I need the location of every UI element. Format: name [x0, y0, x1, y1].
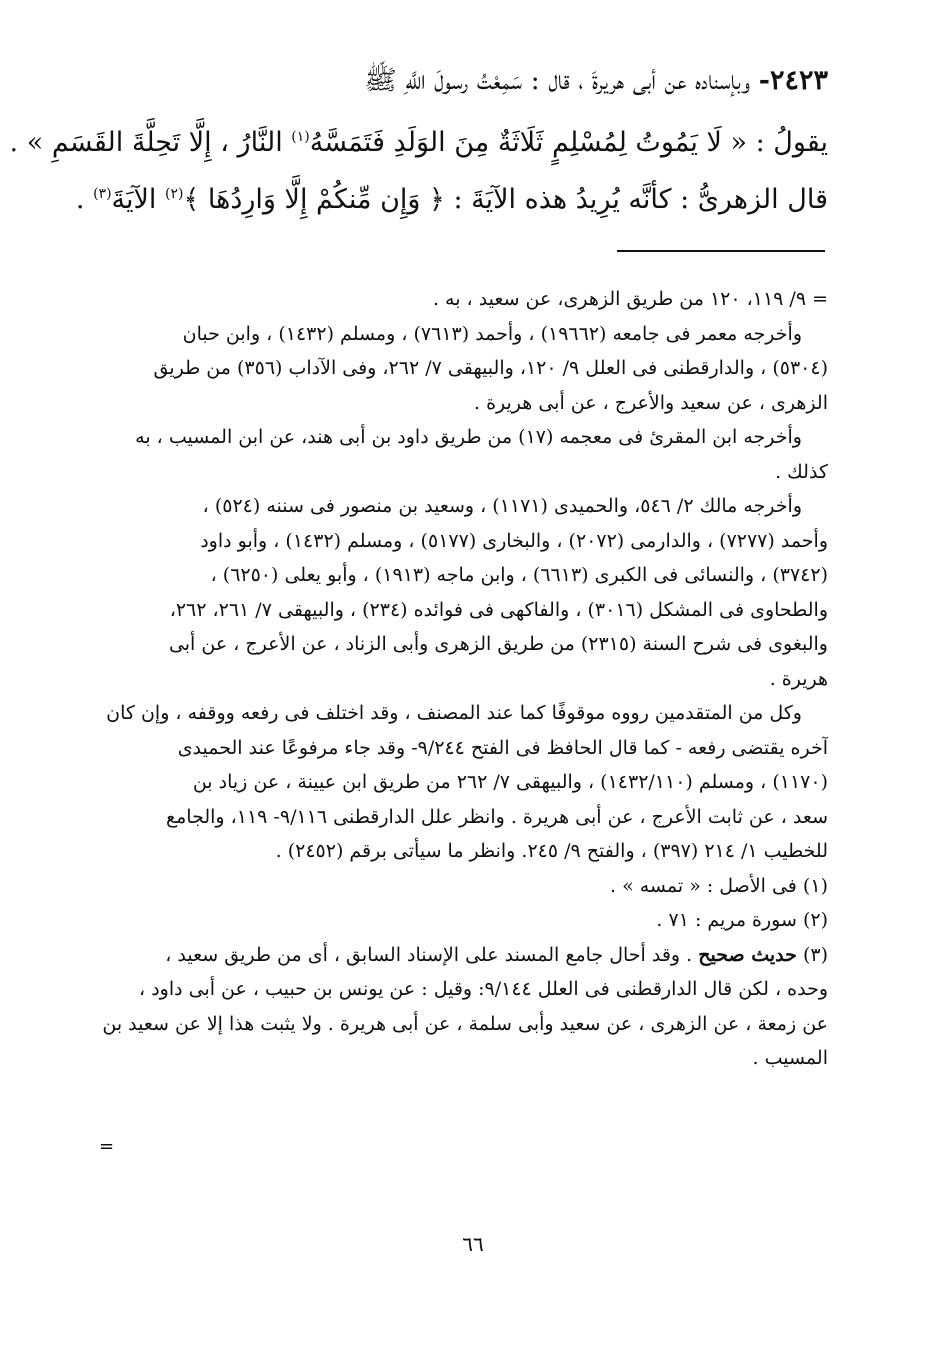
- footnote-3-number: (٣): [796, 943, 828, 966]
- note-line: والطحاوى فى المشكل (٣٠١٦) ، والفاكهى فى فوائده (٢٣٤) ، والبيهقى ٧/ ٢٦١، ٢٦٢،: [169, 598, 828, 621]
- continuation-mark: =: [99, 1136, 115, 1157]
- note-line: وكل من المتقدمين رووه موقوفًا كما عند المصنف ، وقد اختلف فى رفعه ووقفه ، وإن كان: [106, 702, 802, 724]
- hadith-text: [9, 52, 828, 223]
- footnote-2: (٢) سورة مريم : ٧١ .: [656, 909, 828, 931]
- footnote-ref-3[interactable]: (٣): [93, 186, 112, 202]
- footnote-1: (١) فى الأصل : « تمسه » .: [610, 874, 828, 897]
- hadith-line-3-end: .: [75, 184, 94, 215]
- hadith-line-2-text: يقولُ : « لَا يَمُوتُ لِمُسْلِمٍ ثَلَاثَةٌ مِنَ الوَلَدِ فَتَمَسَّهُ: [309, 127, 828, 158]
- hadith-line-3-text: قال الزهرىُّ : كأنَّه يُرِيدُ هذه الآيَةَ : ﴿ وَإِن مِّنكُمْ إِلَّا وَارِدُهَا ﴾: [183, 184, 828, 215]
- note-line: وأخرجه ابن المقرئ فى معجمه (١٧) من طريق داود بن أبى هند، عن ابن المسيب ، به: [135, 426, 802, 448]
- note-paragraph-2: [100, 420, 828, 489]
- note-line: كذلك .: [775, 460, 828, 483]
- hadith-number: ٢٤٢٣-: [758, 65, 828, 96]
- footnote-3-grade: حديث صحيح: [698, 943, 797, 966]
- hadith-line-2-end: النَّارُ ، إِلَّا تَحِلَّةَ القَسَمِ » .: [9, 127, 292, 158]
- note-line: وأحمد (٧٢٧٧) ، والدارمى (٢٠٧٢) ، والبخارى (٥١٧٧) ، ومسلم (١٤٣٢) ، وأبو داود: [200, 529, 828, 552]
- note-paragraph-4: [100, 696, 828, 869]
- hadith-line-3-mid: الآيَةَ: [111, 184, 166, 215]
- note-line: (٥٣٠٤) ، والدارقطنى فى العلل ٩/ ١٢٠، والبيهقى ٧/ ٢٦٢، وفى الآداب (٣٥٦) من طريق: [153, 357, 828, 379]
- note-line: وأخرجه معمر فى جامعه (١٩٦٦٢) ، وأحمد (٧٦١٣) ، ومسلم (١٤٣٢) ، وابن حبان: [182, 322, 802, 345]
- note-line: آخره يقتضى رفعه - كما قال الحافظ فى الفتح ٩/٢٤٤- وقد جاء مرفوعًا عند الحميدى: [177, 736, 828, 759]
- footnote-3-text: . وقد أحال جامع المسند على الإسناد السابق ، أى من طريق سعيد ،: [165, 943, 699, 966]
- footnote-ref-2[interactable]: (٢): [165, 186, 184, 202]
- note-line: عن زمعة ، عن الزهرى ، عن سعيد وأبى سلمة ، عن أبى هريرة . ولا يثبت هذا إلا عن سعيد بن: [102, 1012, 828, 1035]
- note-line: هريرة .: [769, 667, 828, 690]
- hadith-line-1-text: وبإسناده عن أبى هريرةَ ، قال : سَمِعْتُ رسولَ اللَّهِ ﷺ: [364, 65, 759, 96]
- footnote-3: [100, 938, 828, 973]
- page-number: ٦٦: [462, 1232, 484, 1256]
- hadith-line-2: [9, 109, 828, 166]
- footnote-ref-1[interactable]: (١): [291, 129, 310, 145]
- note-line: وحده ، لكن قال الدارقطنى فى العلل ٩/١٤٤: وقيل : عن يونس بن حبيب ، عن أبى داود ،: [139, 978, 828, 1000]
- hadith-line-1: [100, 52, 828, 109]
- note-line: والبغوى فى شرح السنة (٢٣١٥) من طريق الزهرى وأبى الزناد ، عن الأعرج ، عن أبى: [168, 633, 828, 655]
- note-paragraph-3: [100, 489, 828, 696]
- note-line: المسيب .: [752, 1047, 828, 1069]
- hadith-line-3: [75, 166, 828, 223]
- footnotes-section: [100, 282, 828, 1076]
- note-line: سعد ، عن ثابت الأعرج ، عن أبى هريرة . وانظر علل الدارقطنى ٩/١١٦- ١١٩، والجامع: [166, 805, 828, 828]
- note-line: (٣٧٤٢) ، والنسائى فى الكبرى (٦٦١٣) ، وابن ماجه (١٩١٣) ، وأبو يعلى (٦٢٥٠) ،: [210, 564, 828, 586]
- note-paragraph-1: [100, 317, 828, 421]
- note-line: للخطيب ١/ ٢١٤ (٣٩٧) ، والفتح ٩/ ٢٤٥. وانظر ما سيأتى برقم (٢٤٥٢) .: [275, 840, 828, 862]
- note-line: الزهرى ، عن سعيد والأعرج ، عن أبى هريرة .: [474, 391, 828, 414]
- footnote-separator: [617, 250, 825, 252]
- note-continuation: = ٩/ ١١٩، ١٢٠ من طريق الزهرى، عن سعيد ، به .: [432, 288, 828, 310]
- note-line: وأخرجه مالك ٢/ ٥٤٦، والحميدى (١١٧١) ، وسعيد بن منصور فى سننه (٥٢٤) ،: [202, 495, 802, 517]
- note-line: (١١٧٠) ، ومسلم (١٤٣٢/١١٠) ، والبيهقى ٧/ ٢٦٢ من طريق ابن عيينة ، عن زياد بن: [192, 771, 828, 793]
